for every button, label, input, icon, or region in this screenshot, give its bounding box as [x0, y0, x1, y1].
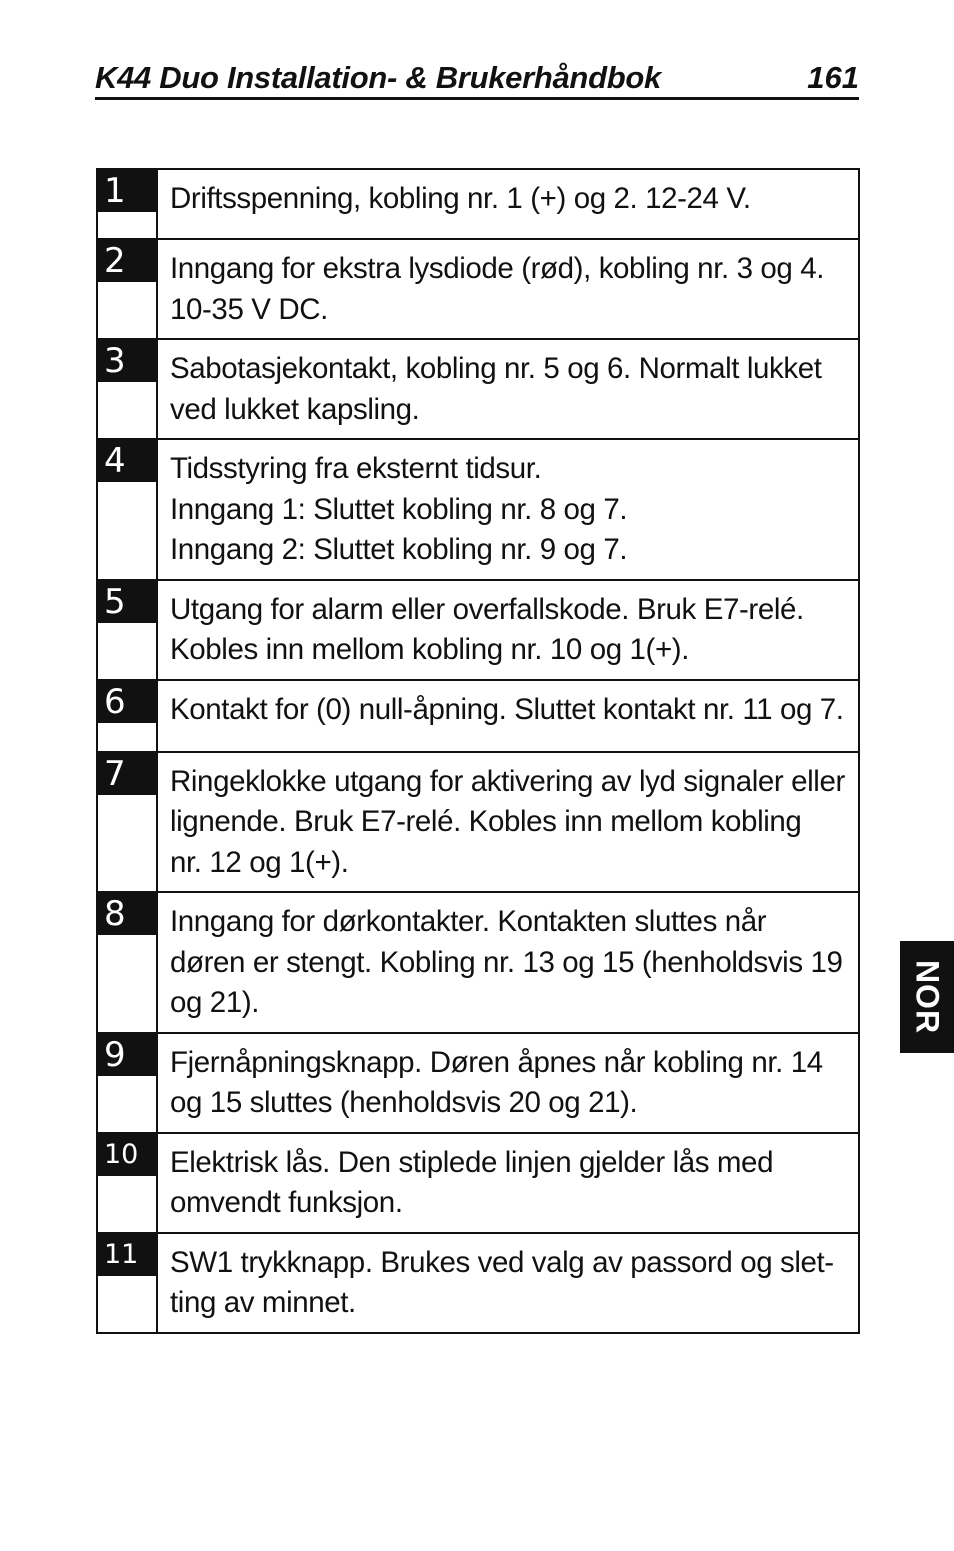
row-description: Ringeklokke utgang for aktivering av lyd signaler eller lignende. Bruk E7-relé. Kobles inn mellom kobling nr. 12 og 1(+).: [157, 752, 859, 893]
row-number-cell: [97, 1133, 157, 1233]
table-row: [97, 752, 859, 893]
terminal-description-table: [96, 168, 860, 1334]
row-number-cell: [97, 1233, 157, 1333]
table-row: [97, 580, 859, 680]
row-description: Sabotasjekontakt, kobling nr. 5 og 6. Normalt lukket ved lukket kapsling.: [157, 339, 859, 439]
row-number: 11: [98, 1234, 156, 1276]
row-description: SW1 trykknapp. Brukes ved valg av passord og slet- ting av minnet.: [157, 1233, 859, 1333]
table-row: [97, 1033, 859, 1133]
row-number: 5: [98, 581, 156, 623]
row-description: Kontakt for (0) null-åpning. Sluttet kontakt nr. 11 og 7.: [157, 680, 859, 752]
row-number-cell: [97, 580, 157, 680]
row-number-cell: [97, 1033, 157, 1133]
row-number: 4: [98, 440, 156, 482]
row-number-cell: [97, 239, 157, 339]
row-description: Tidsstyring fra eksternt tidsur. Inngang 1: Sluttet kobling nr. 8 og 7. Inngang 2: Sluttet kobling nr. 9 og 7.: [157, 439, 859, 580]
table-row: [97, 1133, 859, 1233]
table-row: [97, 439, 859, 580]
row-description: Inngang for dørkontakter. Kontakten sluttes når døren er stengt. Kobling nr. 13 og 15 (henholdsvis 19 og 21).: [157, 892, 859, 1033]
row-description: Utgang for alarm eller overfallskode. Bruk E7-relé. Kobles inn mellom kobling nr. 10 og 1(+).: [157, 580, 859, 680]
row-number-cell: [97, 892, 157, 1033]
row-number: 2: [98, 240, 156, 282]
row-number-cell: [97, 752, 157, 893]
table-row: [97, 1233, 859, 1333]
row-description: Elektrisk lås. Den stiplede linjen gjelder lås med omvendt funksjon.: [157, 1133, 859, 1233]
row-number: 7: [98, 753, 156, 795]
row-number: 10: [98, 1134, 156, 1176]
row-number-cell: [97, 339, 157, 439]
row-description: Inngang for ekstra lysdiode (rød), kobling nr. 3 og 4. 10-35 V DC.: [157, 239, 859, 339]
row-number: 1: [98, 170, 156, 212]
row-description: Fjernåpningsknapp. Døren åpnes når kobling nr. 14 og 15 sluttes (henholdsvis 20 og 21).: [157, 1033, 859, 1133]
document-title: K44 Duo Installation- & Brukerhåndbok: [95, 60, 661, 95]
table-row: [97, 892, 859, 1033]
row-number: 9: [98, 1034, 156, 1076]
table-row: [97, 239, 859, 339]
row-number: 3: [98, 340, 156, 382]
language-tab-label: NOR: [909, 959, 946, 1035]
row-number-cell: [97, 169, 157, 239]
page-header: [95, 58, 859, 100]
table-row: [97, 339, 859, 439]
row-number-cell: [97, 439, 157, 580]
row-number-cell: [97, 680, 157, 752]
table-row: [97, 680, 859, 752]
row-number: 6: [98, 681, 156, 723]
row-number: 8: [98, 893, 156, 935]
language-tab: [900, 941, 954, 1053]
row-description: Driftsspenning, kobling nr. 1 (+) og 2. 12-24 V.: [157, 169, 859, 239]
page-number: 161: [807, 60, 859, 95]
table-row: [97, 169, 859, 239]
